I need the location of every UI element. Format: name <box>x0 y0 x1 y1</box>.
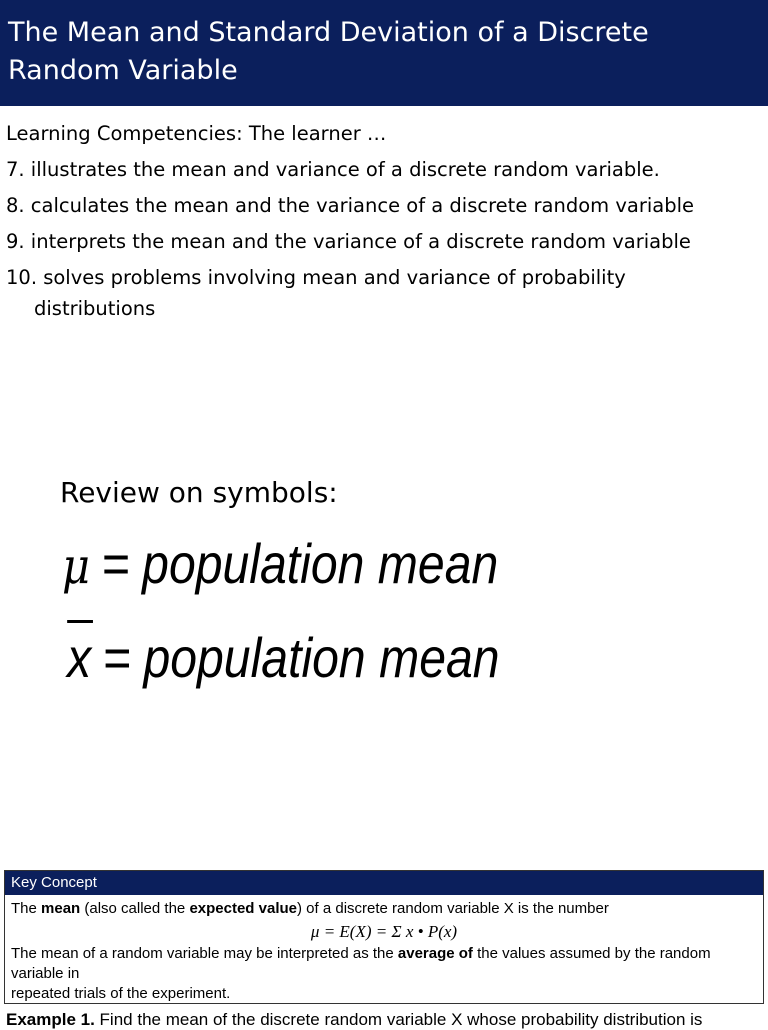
expected-value-term: expected value <box>189 900 297 917</box>
key-concept-line-1 <box>11 899 757 919</box>
competency-item-8: 8. calculates the mean and the variance of a discrete random variable <box>6 194 695 217</box>
learning-competencies <box>6 116 762 322</box>
mean-formula: μ = E(X) = Σ x • P(x) <box>310 922 458 941</box>
text-run: the values assumed by the random variable in <box>11 945 711 982</box>
key-concept-line-3: repeated trials of the experiment. <box>11 985 231 1002</box>
key-concept-box <box>4 870 764 1004</box>
mu-formula <box>62 532 498 598</box>
review-symbols-label: Review on symbols: <box>60 476 338 509</box>
average-term: average of <box>397 945 473 962</box>
key-concept-header: Key Concept <box>5 871 763 895</box>
competency-item-10-continued: distributions <box>34 297 156 320</box>
title-line-2: Random Variable <box>8 55 238 86</box>
title-line-1: The Mean and Standard Deviation of a Discrete <box>8 17 649 48</box>
competencies-intro: Learning Competencies: The learner … <box>6 122 387 145</box>
key-concept-line-2 <box>11 944 757 984</box>
example-label: Example 1. <box>6 1010 95 1029</box>
x-letter: x <box>67 626 92 689</box>
slide-title-bar <box>0 0 768 106</box>
equals-sign: = <box>101 532 131 595</box>
mean-term: mean <box>41 900 81 917</box>
text-run: The <box>11 900 42 917</box>
key-concept-body <box>5 895 763 1008</box>
text-run: The mean of a random variable may be interpreted as the <box>11 945 398 962</box>
example-1-text <box>6 1010 702 1030</box>
equals-sign: = <box>103 626 132 689</box>
xbar-formula <box>62 626 500 690</box>
text-run: (also called the <box>80 900 190 917</box>
xbar-definition: population mean <box>143 626 500 689</box>
mu-symbol: μ <box>62 537 90 595</box>
overline-bar <box>67 620 93 623</box>
competency-item-7: 7. illustrates the mean and variance of a discrete random variable. <box>6 158 660 181</box>
example-body: Find the mean of the discrete random variable X whose probability distribution is <box>94 1010 703 1029</box>
mu-definition: population mean <box>142 532 499 595</box>
competency-item-9: 9. interprets the mean and the variance of a discrete random variable <box>6 230 691 253</box>
text-run: ) of a discrete random variable X is the number <box>297 900 609 917</box>
slide-title <box>8 14 760 90</box>
xbar-symbol <box>62 626 91 690</box>
competency-item-10: 10. solves problems involving mean and variance of probability <box>6 266 626 289</box>
